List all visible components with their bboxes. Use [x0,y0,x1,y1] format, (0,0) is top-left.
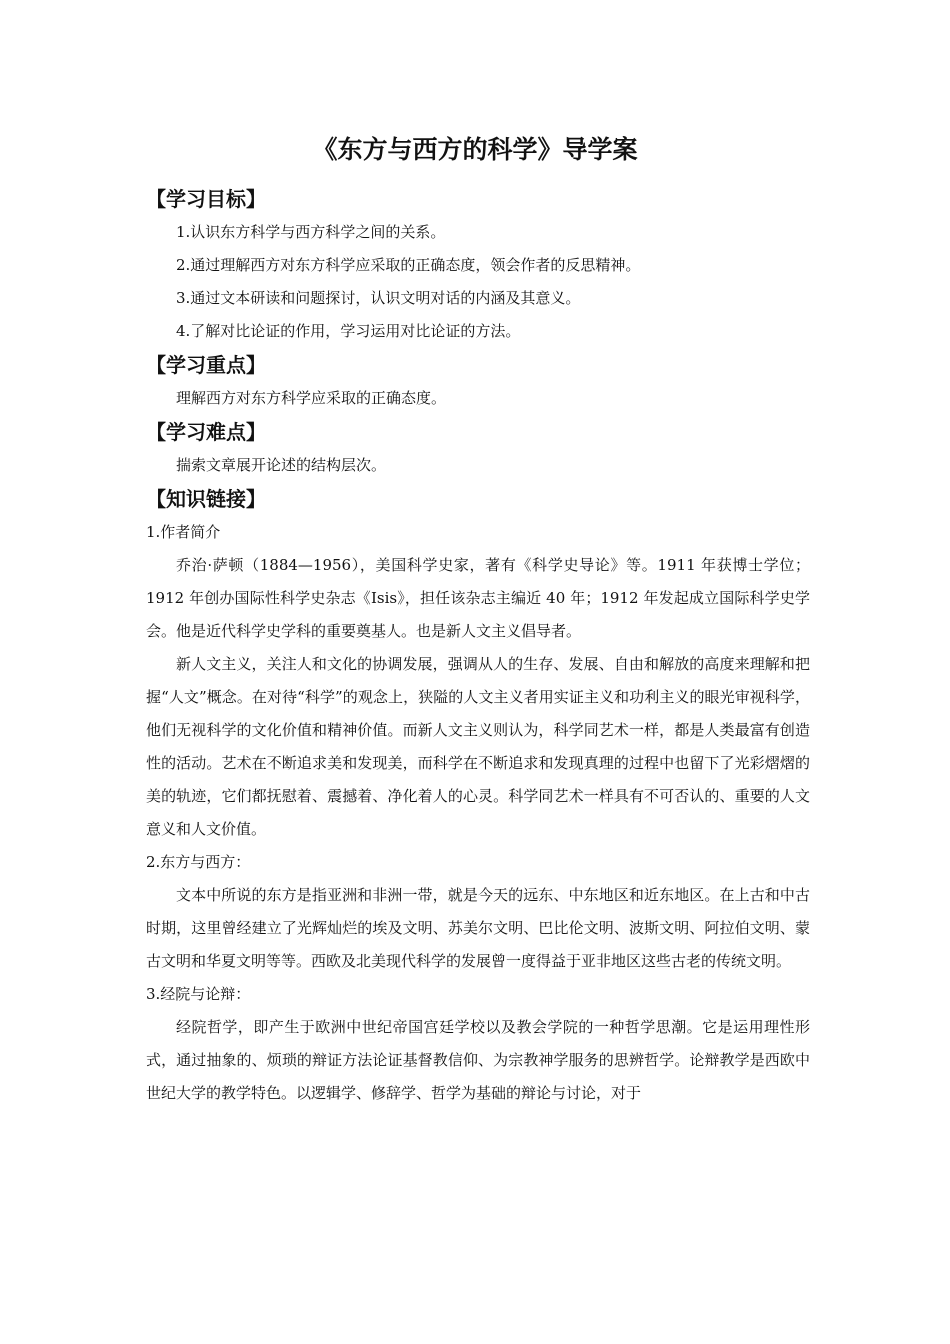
author-intro-paragraph: 乔治·萨顿（1884—1956），美国科学史家，著有《科学史导论》等。1911 年获博士学位；1912 年创办国际性科学史杂志《Isis》，担任该杂志主编近 40 年；1912 年发起成立国际科学史学会。他是近代科学史学科的重要奠基人。也是新人文主义倡导者。 [146,556,810,640]
difficulties-text: 揣索文章展开论述的结构层次。 [176,456,387,474]
objective-item: 3.通过文本研读和问题探讨，认识文明对话的内涵及其意义。 [176,289,581,307]
difficulties-section [146,415,810,482]
east-west-title: 2.东方与西方： [146,853,251,871]
objective-item: 2.通过理解西方对东方科学应采取的正确态度，领会作者的反思精神。 [176,256,641,274]
knowledge-section [146,482,810,1110]
east-west-paragraph: 文本中所说的东方是指亚洲和非洲一带，就是今天的远东、中东地区和近东地区。在上古和中古时期，这里曾经建立了光辉灿烂的埃及文明、苏美尔文明、巴比伦文明、波斯文明、阿拉伯文明、蒙古文明和华夏文明等等。西欧及北美现代科学的发展曾一度得益于亚非地区这些古老的传统文明。 [146,886,810,970]
knowledge-heading: 【知识链接】 [146,487,266,511]
key-points-heading: 【学习重点】 [146,353,266,377]
objective-item: 1.认识东方科学与西方科学之间的关系。 [176,223,446,241]
difficulties-heading: 【学习难点】 [146,420,266,444]
scholasticism-title: 3.经院与论辩： [146,985,251,1003]
document-body [146,182,810,1110]
objective-item: 4.了解对比论证的作用，学习运用对比论证的方法。 [176,322,521,340]
document-title: 《东方与西方的科学》导学案 [312,135,638,164]
objectives-section [146,182,810,348]
author-intro-title: 1.作者简介 [146,523,221,541]
objectives-heading: 【学习目标】 [146,187,266,211]
new-humanism-paragraph: 新人文主义，关注人和文化的协调发展，强调从人的生存、发展、自由和解放的高度来理解和把握“人文”概念。在对待“科学”的观念上，狭隘的人文主义者用实证主义和功利主义的眼光审视科学，他们无视科学的文化价值和精神价值。而新人文主义则认为，科学同艺术一样，都是人类最富有创造性的活动。艺术在不断追求美和发现美，而科学在不断追求和发现真理的过程中也留下了光彩熠熠的美的轨迹，它们都抚慰着、震撼着、净化着人的心灵。科学同艺术一样具有不可否认的、重要的人文意义和人文价值。 [146,655,810,838]
key-points-section [146,348,810,415]
scholasticism-paragraph: 经院哲学，即产生于欧洲中世纪帝国宫廷学校以及教会学院的一种哲学思潮。它是运用理性形式，通过抽象的、烦琐的辩证方法论证基督教信仰、为宗教神学服务的思辨哲学。论辩教学是西欧中世纪大学的教学特色。以逻辑学、修辞学、哲学为基础的辩论与讨论，对于 [146,1018,810,1102]
key-points-text: 理解西方对东方科学应采取的正确态度。 [176,389,447,407]
